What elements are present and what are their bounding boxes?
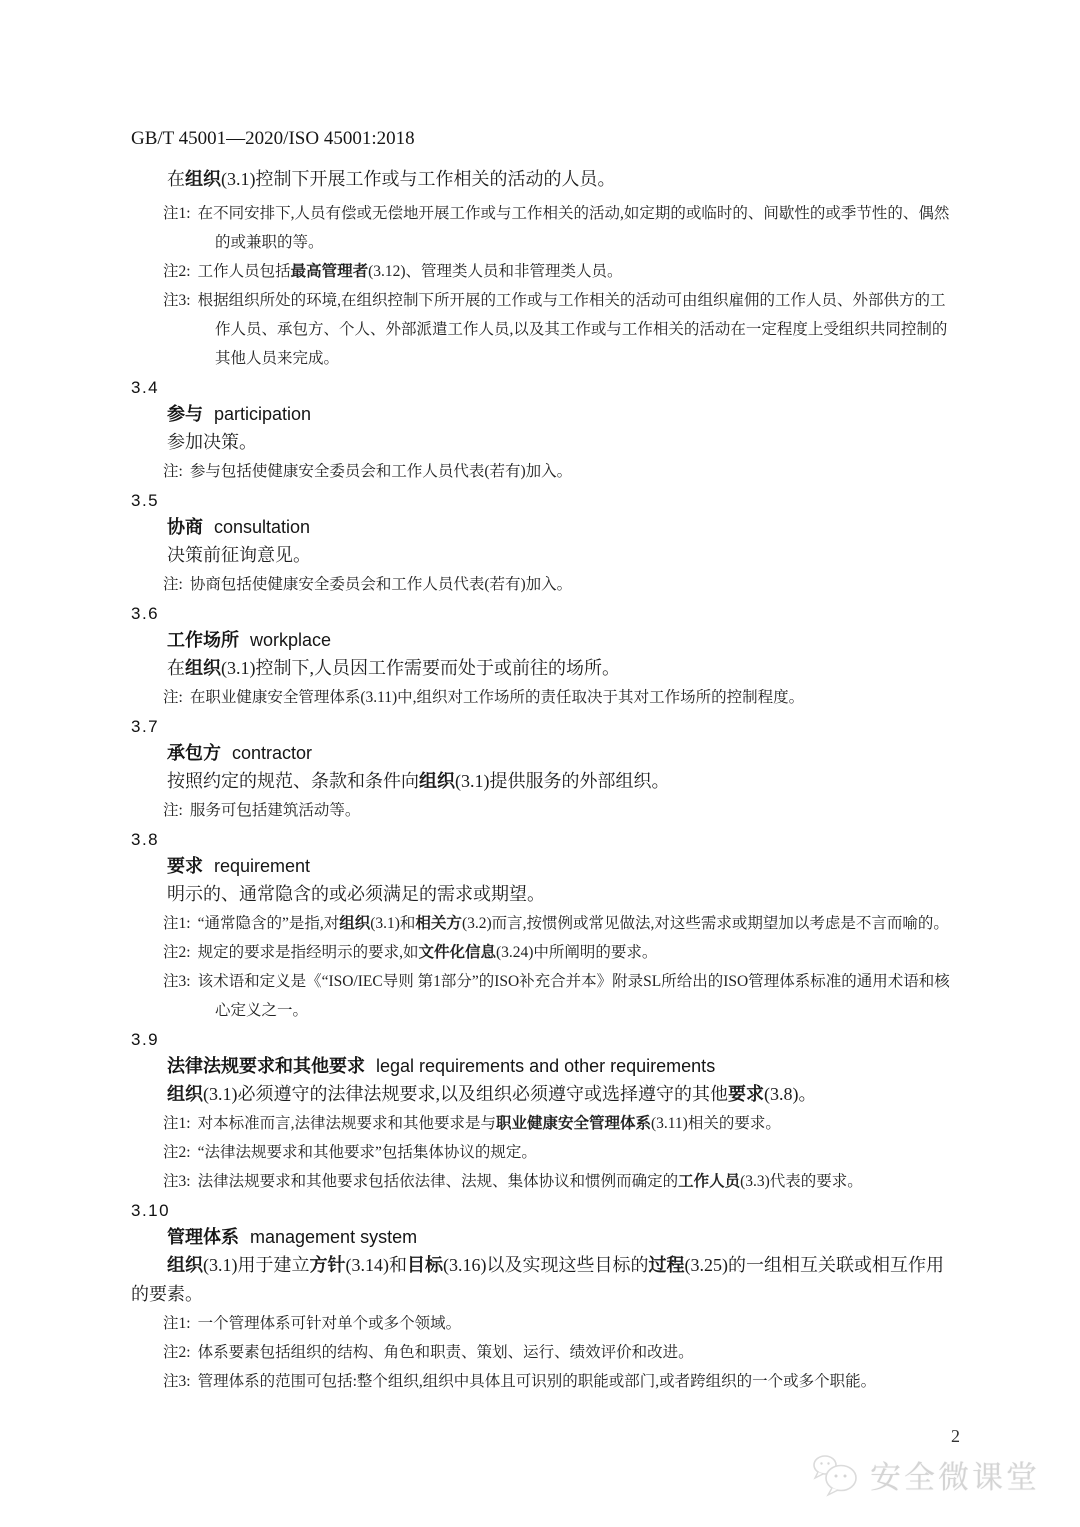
note-label: 注2: (163, 1344, 191, 1361)
watermark (810, 1452, 1040, 1503)
note-label: 注3: (163, 292, 191, 309)
definition-continued: 在组织(3.1)控制下开展工作或与工作相关的活动的人员。 (167, 169, 616, 189)
definition: 明示的、通常隐含的或必须满足的需求或期望。 (167, 884, 545, 904)
term-en: legal requirements and other requirements (376, 1056, 716, 1076)
note (163, 286, 956, 373)
term-en: workplace (250, 630, 332, 650)
note-label: 注2: (163, 1144, 191, 1161)
term-zh: 要求 (167, 856, 203, 876)
definition: 组织(3.1)用于建立方针(3.14)和目标(3.16)以及实现这些目标的过程(3.25)的一组相互关联或相互作用的要素。 (131, 1255, 944, 1304)
note-text: 管理体系的范围可包括:整个组织,组织中具体且可识别的职能或部门,或者跨组织的一个或多个职能。 (197, 1373, 877, 1390)
note (163, 683, 956, 712)
wechat-icon (810, 1452, 862, 1503)
section-3-7 (131, 715, 956, 825)
note (163, 257, 956, 286)
page-number: 2 (951, 1426, 960, 1446)
note-label: 注1: (163, 1115, 191, 1132)
note (163, 1138, 956, 1167)
note-text: 该术语和定义是《“ISO/IEC导则 第1部分”的ISO补充合并本》附录SL所给出的ISO管理体系标准的通用术语和核心定义之一。 (197, 973, 950, 1019)
definition: 参加决策。 (167, 432, 257, 452)
term-zh: 承包方 (167, 743, 221, 763)
section-3-4 (131, 376, 956, 486)
note-text: 法律法规要求和其他要求包括依法律、法规、集体协议和惯例而确定的工作人员(3.3)代表的要求。 (197, 1173, 863, 1190)
note-text: 一个管理体系可针对单个或多个领域。 (197, 1315, 462, 1332)
section-3-8 (131, 828, 956, 1025)
note-label: 注3: (163, 1373, 191, 1390)
term-line (167, 513, 956, 541)
term-en: participation (214, 404, 312, 424)
section-3-5 (131, 489, 956, 599)
note (163, 1367, 956, 1396)
note-text: 规定的要求是指经明示的要求,如文件化信息(3.24)中所阐明的要求。 (197, 944, 658, 961)
note-label: 注1: (163, 205, 191, 222)
note-text: 协商包括使健康安全委员会和工作人员代表(若有)加入。 (189, 576, 573, 593)
note-label: 注: (163, 463, 183, 480)
note-label: 注1: (163, 1315, 191, 1332)
note (163, 457, 956, 486)
note-text: 体系要素包括组织的结构、角色和职责、策划、运行、绩效评价和改进。 (197, 1344, 694, 1361)
note-label: 注: (163, 689, 183, 706)
note (163, 938, 956, 967)
term-line (167, 1223, 956, 1251)
clause-number: 3.4 (131, 378, 160, 397)
term-zh: 管理体系 (167, 1227, 239, 1247)
note-label: 注: (163, 576, 183, 593)
term-line (167, 1052, 956, 1080)
note-label: 注2: (163, 944, 191, 961)
watermark-text: 安全微课堂 (870, 1459, 1040, 1495)
note-text: 对本标准而言,法律法规要求和其他要求是与职业健康安全管理体系(3.11)相关的要求。 (197, 1115, 781, 1132)
term-zh: 协商 (167, 517, 203, 537)
definition: 组织(3.1)必须遵守的法律法规要求,以及组织必须遵守或选择遵守的其他要求(3.8)。 (167, 1084, 817, 1104)
term-zh: 法律法规要求和其他要求 (167, 1056, 365, 1076)
note-text: “法律法规要求和其他要求”包括集体协议的规定。 (197, 1144, 537, 1161)
term-en: management system (250, 1227, 418, 1247)
clause-number: 3.10 (131, 1201, 171, 1220)
term-en: consultation (214, 517, 311, 537)
note-label: 注3: (163, 973, 191, 990)
note (163, 1309, 956, 1338)
term-line (167, 400, 956, 428)
term-line (167, 626, 956, 654)
standard-number-header: GB/T 45001—2020/ISO 45001:2018 (131, 128, 415, 149)
section-3-6 (131, 602, 956, 712)
note-text: 参与包括使健康安全委员会和工作人员代表(若有)加入。 (189, 463, 573, 480)
note (163, 1338, 956, 1367)
note (163, 199, 956, 257)
definition: 决策前征询意见。 (167, 545, 311, 565)
note (163, 967, 956, 1025)
note (163, 1167, 956, 1196)
term-line (167, 739, 956, 767)
clause-number: 3.6 (131, 604, 160, 623)
note-text: 工作人员包括最高管理者(3.12)、管理类人员和非管理类人员。 (197, 263, 623, 280)
note (163, 909, 956, 938)
note-text: 在职业健康安全管理体系(3.11)中,组织对工作场所的责任取决于其对工作场所的控制程度。 (189, 689, 805, 706)
definition: 在组织(3.1)控制下,人员因工作需要而处于或前往的场所。 (167, 658, 620, 678)
term-zh: 参与 (167, 404, 203, 424)
clause-number: 3.8 (131, 830, 160, 849)
note-text: 在不同安排下,人员有偿或无偿地开展工作或与工作相关的活动,如定期的或临时的、间歇性的或季节性的、偶然的或兼职的等。 (197, 205, 950, 251)
clause-number: 3.7 (131, 717, 160, 736)
note-label: 注1: (163, 915, 191, 932)
term-zh: 工作场所 (167, 630, 239, 650)
term-en: requirement (214, 856, 311, 876)
section-3-10 (131, 1199, 956, 1396)
note-text: “通常隐含的”是指,对组织(3.1)和相关方(3.2)而言,按惯例或常见做法,对这些需求或期望加以考虑是不言而喻的。 (197, 915, 949, 932)
term-line (167, 852, 956, 880)
note (163, 1109, 956, 1138)
term-en: contractor (232, 743, 313, 763)
definition: 按照约定的规范、条款和条件向组织(3.1)提供服务的外部组织。 (167, 771, 670, 791)
note-text: 根据组织所处的环境,在组织控制下所开展的工作或与工作相关的活动可由组织雇佣的工作人员、外部供方的工作人员、承包方、个人、外部派遣工作人员,以及其工作或与工作相关的活动在一定程度上受组织共同控制的其他人员来完成。 (197, 292, 948, 367)
note-label: 注3: (163, 1173, 191, 1190)
note-label: 注2: (163, 263, 191, 280)
note (163, 796, 956, 825)
note (163, 570, 956, 599)
note-text: 服务可包括建筑活动等。 (189, 802, 361, 819)
clause-number: 3.9 (131, 1030, 160, 1049)
note-label: 注: (163, 802, 183, 819)
clause-number: 3.5 (131, 491, 160, 510)
section-3-9 (131, 1028, 956, 1196)
